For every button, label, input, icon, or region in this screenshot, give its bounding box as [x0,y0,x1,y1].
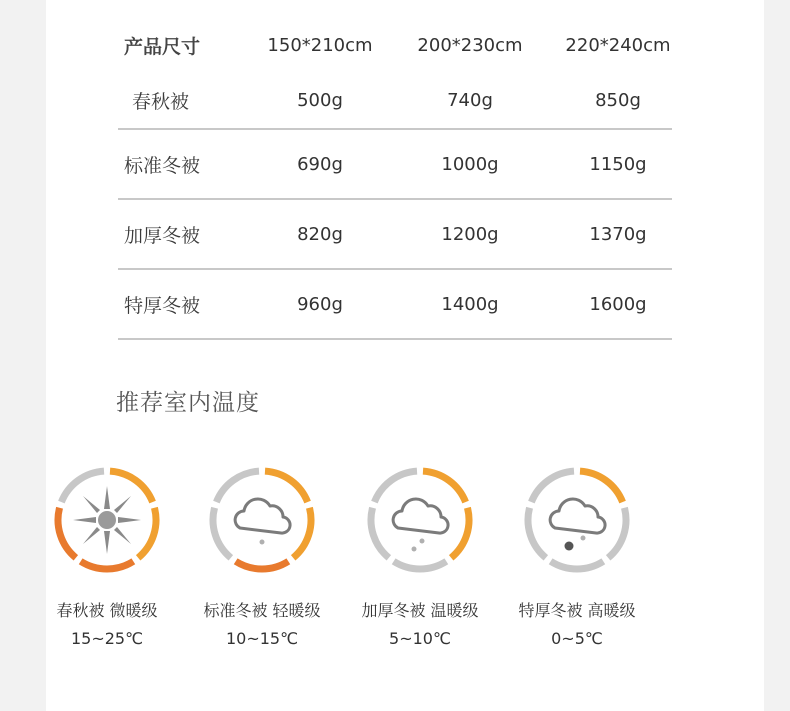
gauge-name: 标准冬被 轻暖级 [203,601,321,620]
table-header-row [118,18,672,72]
gauge-thick-winter [340,464,500,648]
row-value: 820g [297,223,343,245]
cloud-snow-icon [393,499,448,552]
gauge-segment [293,508,311,558]
gauge-segment [110,471,153,502]
page [46,0,764,711]
row-value: 500g [297,89,343,111]
row-value: 960g [297,293,343,315]
gauge-segment [531,471,574,502]
gauge-segment [374,471,417,502]
gauge-ring-segments [371,471,469,569]
gauge-spring-autumn [27,464,187,648]
gauge-segment [528,508,546,558]
gauge-segment [394,561,447,569]
gauge-segment [265,471,308,502]
gauge-ring-segments [528,471,626,569]
table-row [118,130,672,200]
row-value: 1000g [441,153,499,175]
cloud-heavy-snow-icon [550,499,605,551]
gauge-name: 加厚冬被 温暖级 [361,601,479,620]
gauge-ring [206,464,318,576]
size-weight-table [118,18,672,340]
gauge-segment [236,561,289,569]
row-label: 春秋被 [132,90,190,113]
gauge-segment [216,471,259,502]
header-size-2: 200*230cm [417,34,523,56]
gauge-ring [521,464,633,576]
gauge-segment [61,471,104,502]
table-row [118,270,672,340]
gauge-ring [364,464,476,576]
row-value: 1150g [589,153,647,175]
gauge-segment [138,508,156,558]
row-label: 标准冬被 [124,154,201,177]
sun-icon [73,486,141,554]
gauge-segment [423,471,466,502]
section-title: 推荐室内温度 [116,390,260,416]
row-value: 1400g [441,293,499,315]
row-value: 1200g [441,223,499,245]
gauge-range: 10~15℃ [225,629,299,648]
header-label: 产品尺寸 [124,35,201,58]
gauge-segment [580,471,623,502]
gauge-segment [608,508,626,558]
gauge-ring [51,464,163,576]
table-row [118,200,672,270]
gauge-extra-thick-winter [497,464,657,648]
header-size-1: 150*210cm [267,34,373,56]
row-value: 850g [595,89,641,111]
gauge-range: 0~5℃ [551,629,603,648]
gauge-segment [371,508,389,558]
gauge-name: 特厚冬被 高暖级 [518,601,636,620]
gauge-segment [213,508,231,558]
cloud-icon [235,499,290,545]
table-row [118,72,672,130]
gauge-ring-segments [213,471,311,569]
gauge-standard-winter [182,464,342,648]
gauge-name: 春秋被 微暖级 [56,601,158,620]
gauge-segment [551,561,604,569]
gauge-segment [451,508,469,558]
row-value: 1370g [589,223,647,245]
gauge-segment [81,561,134,569]
gauge-segment [58,508,76,558]
row-value: 740g [447,89,493,111]
gauge-range: 5~10℃ [389,629,451,648]
row-label: 加厚冬被 [124,224,201,247]
row-value: 1600g [589,293,647,315]
header-size-3: 220*240cm [565,34,671,56]
row-value: 690g [297,153,343,175]
row-label: 特厚冬被 [124,294,201,317]
gauge-range: 15~25℃ [70,629,144,648]
